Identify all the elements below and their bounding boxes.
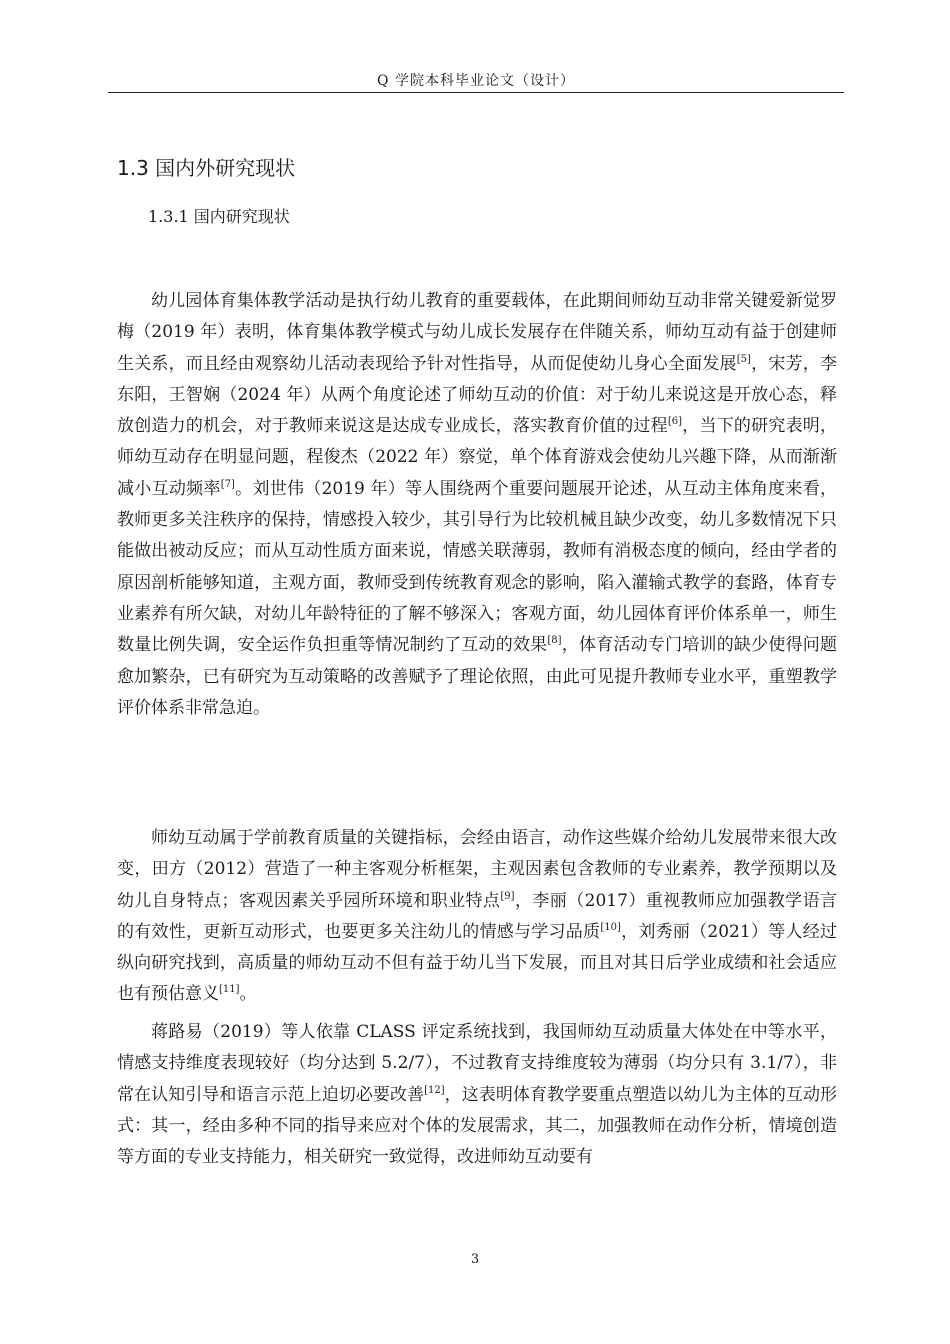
citation-ref: [10] bbox=[600, 921, 621, 933]
citation-ref: [9] bbox=[500, 890, 515, 902]
paragraph-text: 师幼互动属于学前教育质量的关键指标，会经由语言，动作这些媒介给幼儿发展带来很大改变，田方（2012）营造了一种主客观分析框架，主观因素包含教师的专业素养，教学预期以及幼儿自身特点；客观因素关乎园所环境和职业特点 bbox=[117, 828, 837, 911]
paragraph-text: ，体育活动专门培训的缺少使得问题愈加繁杂，已有研究为互动策略的改善赋予了理论依照，由此可见提升教师专业水平，重塑教学评价体系非常急迫。 bbox=[117, 635, 838, 718]
paragraph-text: ，李丽（2017）重视教师应加强教学语言的有效性，更新互动形式，也要更多关注幼儿的情感与学习品质 bbox=[117, 890, 837, 942]
section-heading: 1.3 国内外研究现状 bbox=[117, 156, 296, 180]
citation-ref: [8] bbox=[547, 635, 562, 647]
citation-ref: [5] bbox=[736, 353, 751, 365]
header-rule bbox=[108, 92, 844, 93]
paragraph-text: ，当下的研究表明，师幼互动存在明显问题，程俊杰（2022 年）察觉，单个体育游戏会使幼儿兴趣下降，从而渐渐减小互动频率 bbox=[117, 416, 838, 499]
citation-ref: [11] bbox=[219, 984, 240, 996]
running-header: Q 学院本科毕业论文（设计） bbox=[377, 73, 575, 89]
body-paragraph-1 bbox=[117, 286, 837, 724]
paragraph-text: ，刘秀丽（2021）等人经过纵向研究找到，高质量的师幼互动不但有益于幼儿当下发展，而且对其日后学业成绩和社会适应也有预估意义 bbox=[117, 921, 838, 1005]
body-paragraph-2 bbox=[117, 823, 837, 1011]
paragraph-text: 。 bbox=[239, 984, 257, 1005]
body-paragraph-3 bbox=[117, 1017, 837, 1173]
subsection-heading: 1.3.1 国内研究现状 bbox=[148, 207, 290, 226]
page-number: 3 bbox=[470, 1252, 480, 1267]
paragraph-text: 幼儿园体育集体教学活动是执行幼儿教育的重要载体，在此期间师幼互动非常关键爱新觉罗梅（2019 年）表明，体育集体教学模式与幼儿成长发展存在伴随关系，师幼互动有益于创建师生关系，而且经由观察幼儿活动表现给予针对性指导，从而促使幼儿身心全面发展 bbox=[117, 291, 837, 374]
paragraph-text: ，这表明体育教学要重点塑造以幼儿为主体的互动形式：其一，经由多种不同的指导来应对个体的发展需求，其二，加强教师在动作分析，情境创造等方面的专业支持能力，相关研究一致觉得，改进师幼互动要有 bbox=[117, 1084, 838, 1168]
paragraph-text: ，宋芳，李东阳，王智娴（2024 年）从两个角度论述了师幼互动的价值：对于幼儿来说这是开放心态，释放创造力的机会，对于教师来说这是达成专业成长，落实教育价值的过程 bbox=[117, 353, 837, 437]
citation-ref: [7] bbox=[220, 478, 235, 490]
paragraph-text: 。刘世伟（2019 年）等人围绕两个重要问题展开论述，从互动主体角度来看，教师更多关注秩序的保持，情感投入较少，其引导行为比较机械且缺少改变，幼儿多数情况下只能做出被动反应；而从互动性质方面来说，情感关联薄弱，教师有消极态度的倾向，经由学者的原因剖析能够知道，主观方面，教师受到传统教育观念的影响，陷入灌输式教学的套路，体育专业素养有所欠缺，对幼儿年龄特征的了解不够深入；客观方面，幼儿园体育评价体系单一，师生数量比例失调，安全运作负担重等情况制约了互动的效果 bbox=[117, 478, 837, 656]
citation-ref: [12] bbox=[424, 1084, 445, 1096]
citation-ref: [6] bbox=[667, 416, 683, 428]
paragraph-text: 蒋路易（2019）等人依靠 CLASS 评定系统找到，我国师幼互动质量大体处在中等水平，情感支持维度表现较好（均分达到 5.2/7），不过教育支持维度较为薄弱（均分只有 3.1/7），非常在认知引导和语言示范上迫切必要改善 bbox=[117, 1022, 837, 1105]
